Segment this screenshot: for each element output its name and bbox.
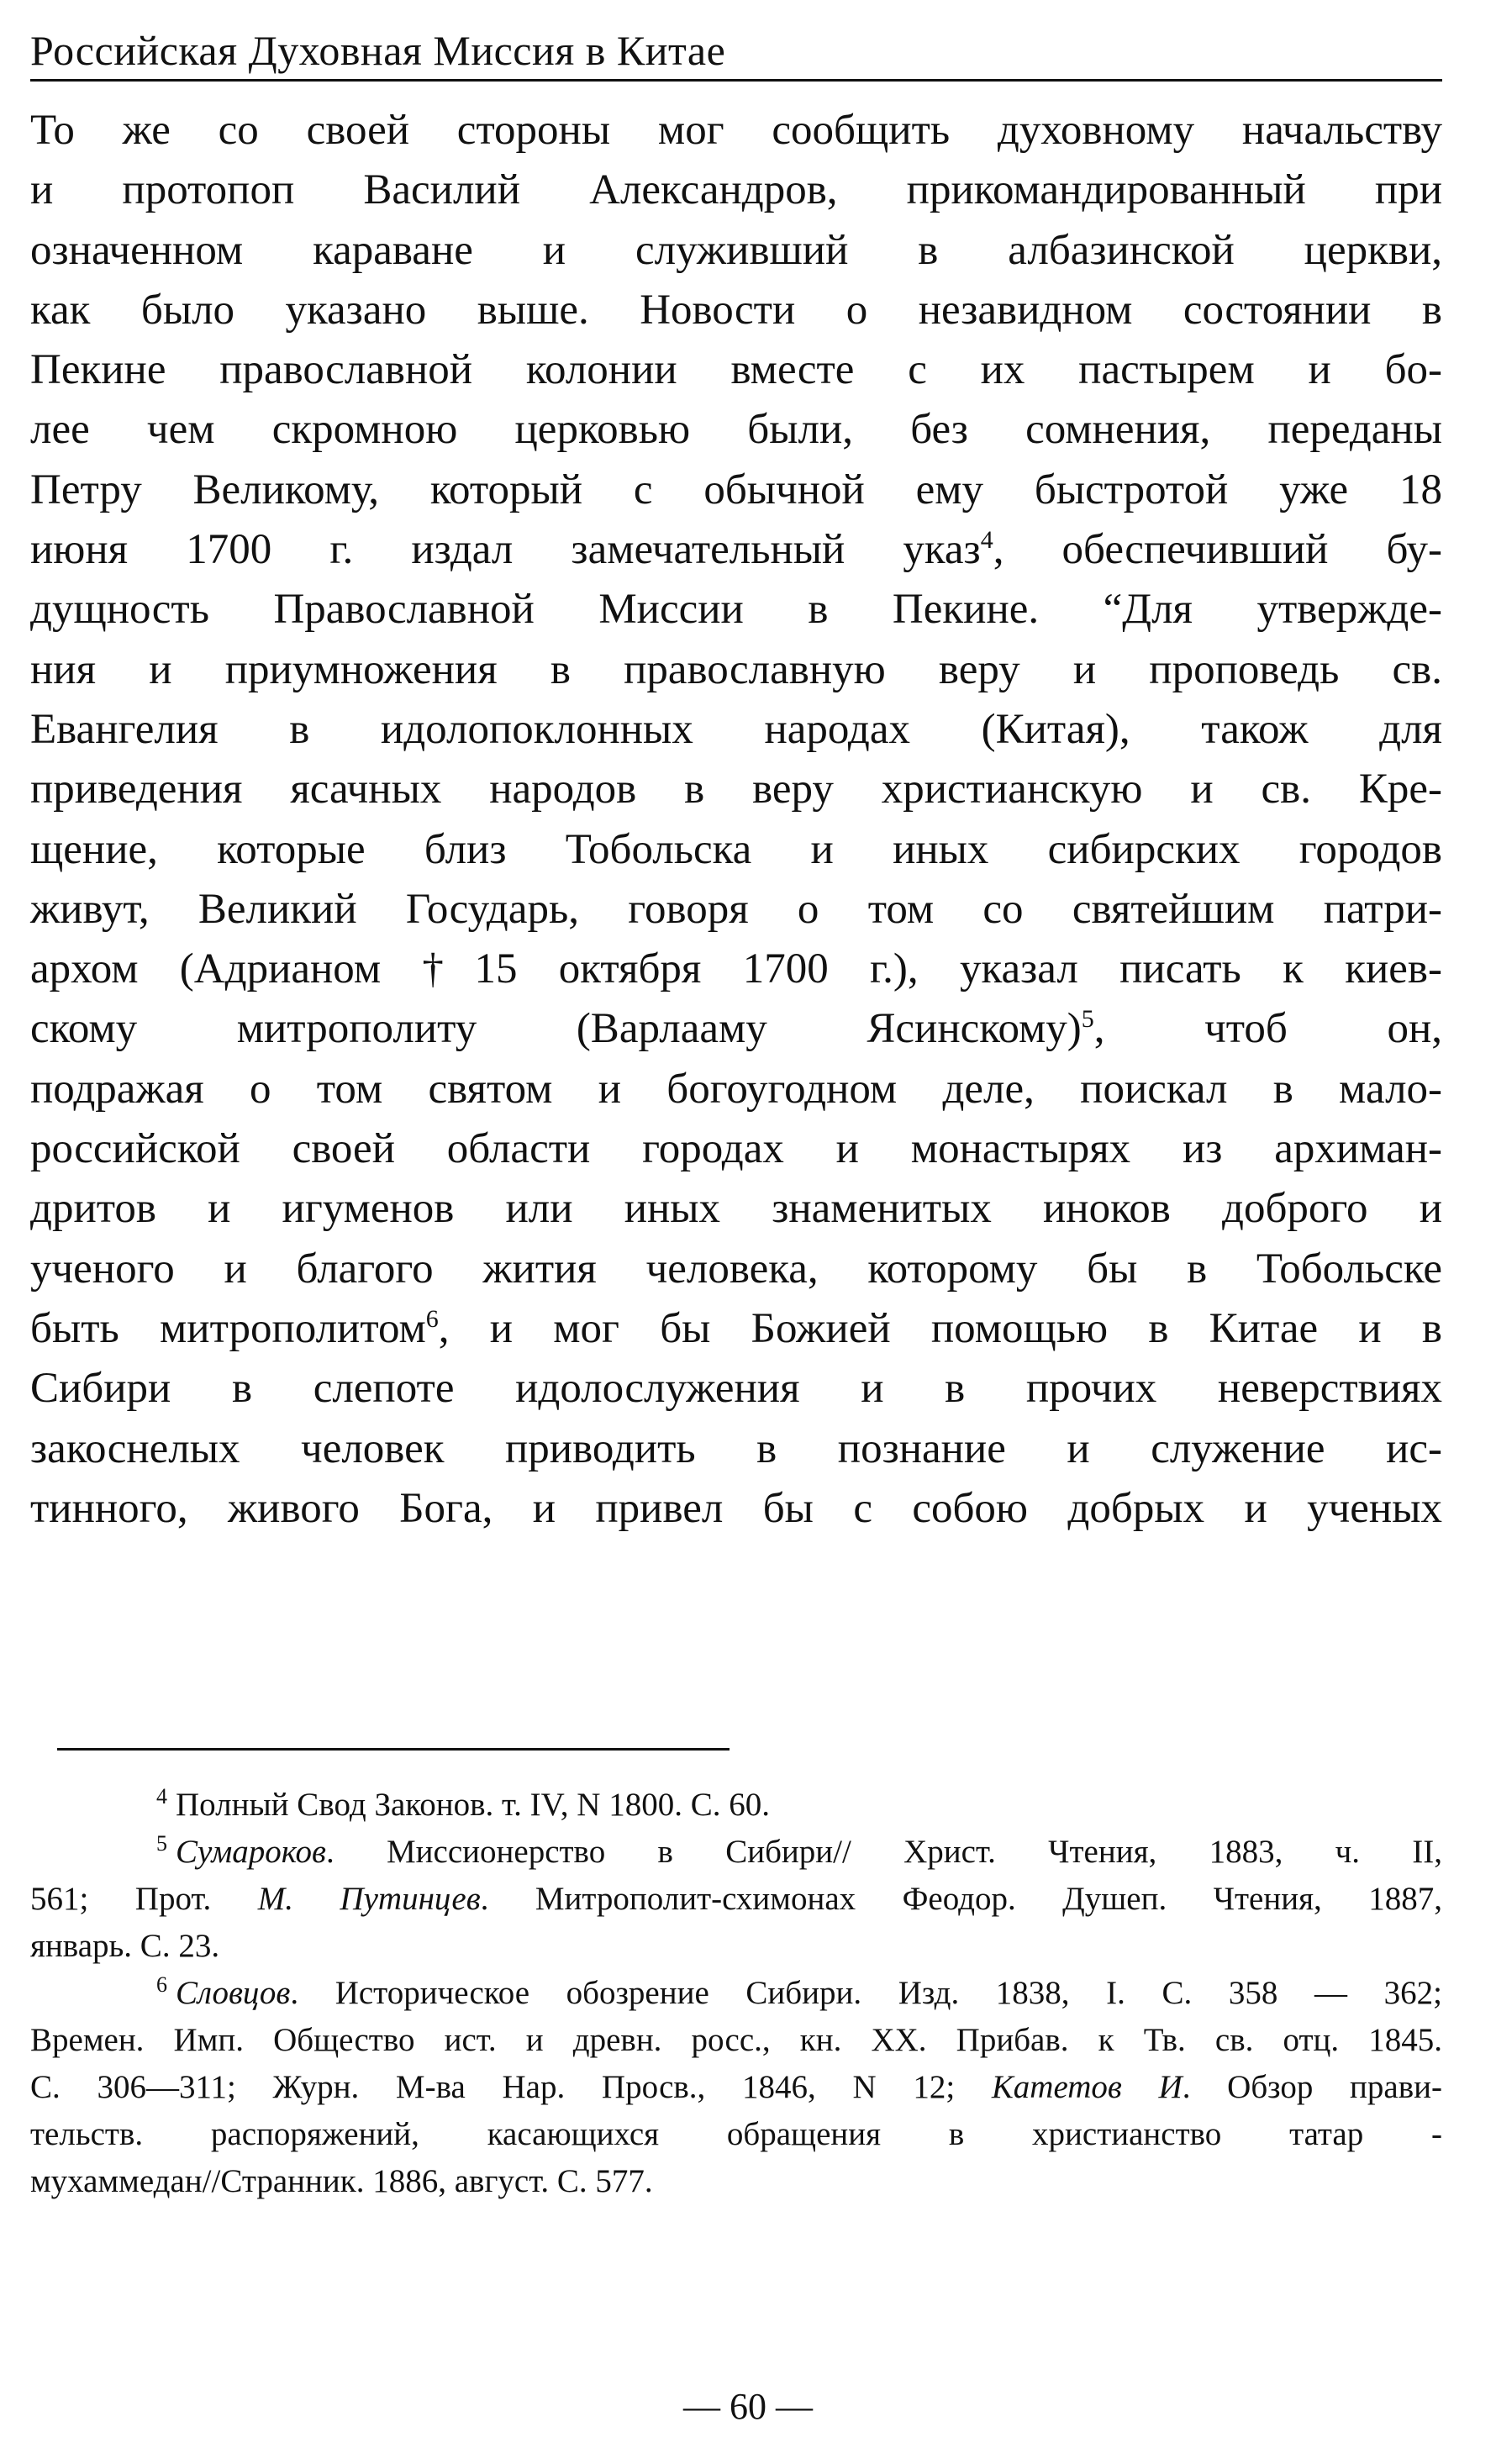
footnote-5-line: январь. С. 23. bbox=[30, 1928, 220, 1964]
footnote-6-line: тельств. распоряжений, касающихся обращения в христианство татар - bbox=[30, 2116, 1442, 2152]
footnote-ref-4[interactable]: 4 bbox=[980, 526, 993, 555]
text-line: Сибири в слепоте идолослужения и в прочих неверствиях bbox=[30, 1365, 1442, 1413]
text-segment: , обеспечивший бу- bbox=[993, 526, 1442, 574]
text-line: как было указано выше. Новости о незавидном состоянии в bbox=[30, 286, 1442, 334]
text-line bbox=[30, 520, 1442, 580]
footnote-6-line: Времен. Имп. Общество ист. и древн. росс., кн. XX. Прибав. к Тв. св. отц. 1845. bbox=[30, 2022, 1442, 2058]
footnote-ref-6[interactable]: 6 bbox=[425, 1304, 439, 1333]
text-line bbox=[30, 1299, 1442, 1359]
text-line: щение, которые близ Тобольска и иных сибирских городов bbox=[30, 825, 1442, 873]
footnote-5-line bbox=[30, 1876, 1442, 1923]
text-line: приведения ясачных народов в веру христианскую и св. Кре- bbox=[30, 766, 1442, 813]
text-line: живут, Великий Государь, говоря о том со святейшим патри- bbox=[30, 885, 1442, 933]
text-line: Петру Великому, который с обычной ему быстротой уже 18 bbox=[30, 466, 1442, 513]
text-line: ния и приумножения в православную веру и проповедь св. bbox=[30, 645, 1442, 693]
footnote-author: Словцов bbox=[176, 1975, 291, 2011]
footnote-text: . Миссионерство в Сибири// Христ. Чтения, 1883, ч. II, bbox=[325, 1834, 1442, 1870]
text-line: лее чем скромною церковью были, без сомнения, переданы bbox=[30, 406, 1442, 454]
footnote-number: 4 bbox=[156, 1784, 167, 1809]
text-line: российской своей области городах и монастырях из архиман- bbox=[30, 1125, 1442, 1173]
text-segment: скому митрополиту (Варлааму Ясинскому) bbox=[30, 1005, 1082, 1053]
footnote-5-line bbox=[30, 1829, 1442, 1876]
text-line: То же со своей стороны мог сообщить духовному начальству bbox=[30, 107, 1442, 154]
footnote-author: Катетов И bbox=[991, 2069, 1183, 2105]
footnote-text: . Митрополит-схимонах Феодор. Душеп. Чтения, 1887, bbox=[480, 1881, 1442, 1917]
footnote-author: М. Путинцев bbox=[257, 1881, 481, 1917]
text-segment: быть митрополитом bbox=[30, 1304, 426, 1352]
footnote-author: Сумароков bbox=[176, 1834, 326, 1870]
footnote-text: Полный Свод Законов. т. IV, N 1800. С. 60. bbox=[176, 1787, 770, 1823]
footnote-6-line bbox=[30, 1970, 1442, 2017]
text-segment: , и мог бы Божией помощью в Китае и в bbox=[438, 1304, 1442, 1352]
footnote-4 bbox=[30, 1782, 1442, 1829]
footnote-text: 561; Прот. bbox=[30, 1881, 258, 1917]
text-line: Евангелия в идолопоклонных народах (Китая), також для bbox=[30, 705, 1442, 753]
text-line bbox=[30, 999, 1442, 1059]
footnote-6-line bbox=[30, 2064, 1442, 2111]
text-line: дущность Православной Миссии в Пекине. “Для утвержде- bbox=[30, 586, 1442, 634]
text-segment: июня 1700 г. издал замечательный указ bbox=[30, 526, 981, 574]
footnote-text: С. 306—311; Журн. М-ва Нар. Просв., 1846, N 12; bbox=[30, 2069, 992, 2105]
text-line: архом (Адрианом †15 октября 1700 г.), указал писать к киев- bbox=[30, 945, 1442, 993]
footnote-ref-5[interactable]: 5 bbox=[1081, 1005, 1094, 1034]
text-line: дритов и игуменов или иных знаменитых иноков доброго и bbox=[30, 1185, 1442, 1233]
text-line: подражая о том святом и богоугодном деле, поискал в мало- bbox=[30, 1065, 1442, 1113]
footnote-text: . Обзор прави- bbox=[1182, 2069, 1443, 2105]
page-number: — 60 — bbox=[683, 2386, 813, 2427]
footnote-6-line: мухаммедан//Странник. 1886, август. С. 577. bbox=[30, 2163, 653, 2199]
text-line: тинного, живого Бога, и привел бы с собою добрых и ученых bbox=[30, 1484, 1442, 1532]
footnote-rule bbox=[57, 1748, 730, 1751]
text-line: ученого и благого жития человека, которому бы в Тобольске bbox=[30, 1245, 1442, 1293]
text-line: закоснелых человек приводить в познание и служение ис- bbox=[30, 1424, 1442, 1472]
footnote-number: 6 bbox=[156, 1972, 167, 1997]
main-text bbox=[30, 101, 1442, 1539]
text-line: означенном караване и служивший в албазинской церкви, bbox=[30, 226, 1442, 274]
running-head bbox=[30, 20, 1442, 81]
footnote-text: . Историческое обозрение Сибири. Изд. 1838, I. С. 358 — 362; bbox=[290, 1975, 1442, 2011]
running-head-title: Российская Духовная Миссия в Китае bbox=[30, 27, 726, 74]
header-rule bbox=[30, 79, 1442, 82]
text-line: Пекине православной колонии вместе с их пастырем и бо- bbox=[30, 346, 1442, 394]
text-segment: , чтоб он, bbox=[1093, 1005, 1442, 1053]
footnote-number: 5 bbox=[156, 1831, 167, 1856]
text-line: и протопоп Василий Александров, прикомандированный при bbox=[30, 166, 1442, 214]
footnotes bbox=[30, 1782, 1442, 2205]
